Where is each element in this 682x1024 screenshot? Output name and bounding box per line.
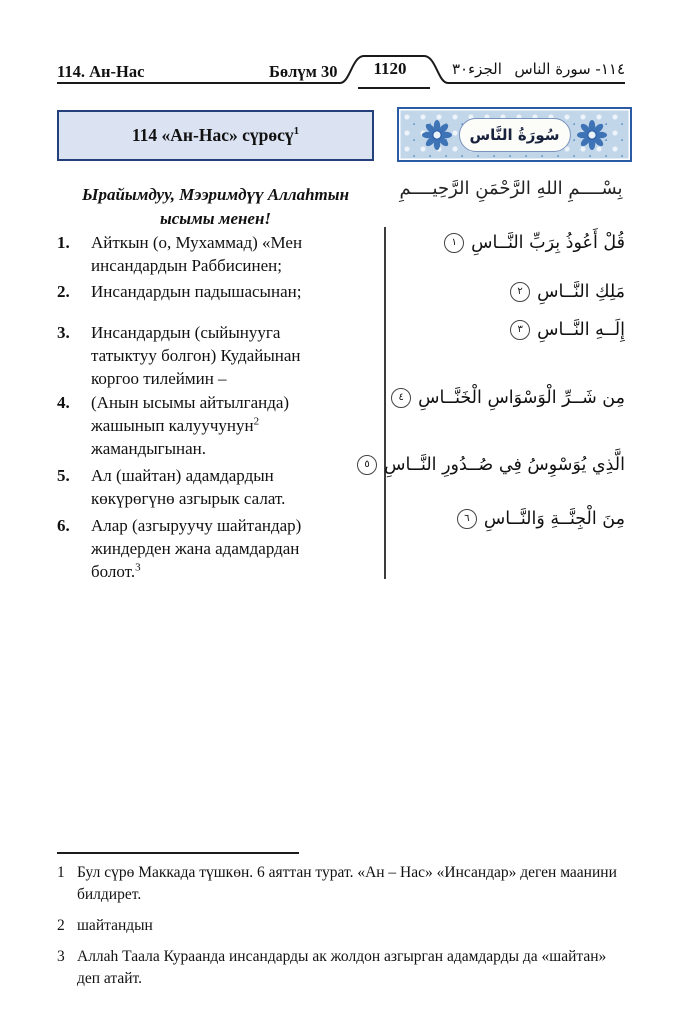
verse-text: Ал (шайтан) адамдардын көкүрөгүнө азгырык салат.: [91, 466, 286, 508]
ayah-end-marker: ٢: [510, 282, 530, 302]
footnote-text: шайтандын: [77, 917, 153, 934]
footnotes-section: [57, 862, 633, 999]
verse-text: Айткын (о, Мухаммад) «Мен инсандардын Раббисинен;: [91, 233, 303, 275]
footnote: [57, 862, 633, 906]
verse-number: 5.: [57, 466, 70, 485]
basmala-kyrgyz-line2: ысымы менен!: [159, 209, 272, 228]
footnote-separator: [57, 852, 299, 854]
header-surah-name-arabic: ١١٤- سورة الناس: [514, 60, 625, 78]
flower-medallion-icon: [421, 119, 453, 151]
surah-title-cartouche: [458, 118, 570, 152]
ayah-end-marker: ٥: [357, 455, 377, 475]
surah-ornament-frame: [397, 107, 632, 162]
page-header: [57, 50, 625, 92]
verse-arabic: الَّذِي يُوَسْوِسُ فِي صُــدُورِ النَّــاسِ٥: [397, 455, 625, 475]
title-footnote-ref: 1: [293, 125, 300, 138]
footnote-marker: 3: [135, 561, 141, 574]
surah-title-arabic: سُورَةُ النَّاس: [469, 125, 560, 144]
flower-medallion-icon: [576, 119, 608, 151]
ayah-end-marker: ٤: [391, 388, 411, 408]
verse-number: 4.: [57, 393, 70, 412]
header-surah-name-kyrgyz: 114. Ан-Нас: [57, 62, 145, 81]
ayah-end-marker: ٣: [510, 320, 530, 340]
footnote-number: 3: [57, 948, 65, 965]
header-juz-arabic: الجزء٣٠: [452, 60, 502, 78]
verse-text: Инсандардын (сыйынууга татыктуу болгон) Кудайынан коргоо тилеймин –: [91, 323, 301, 388]
footnote-text: Бул сүрө Маккада түшкөн. 6 аяттан турат. «Ан – Нас» «Инсандар» деген маанини билдирет.: [77, 864, 617, 903]
surah-title-box: [57, 110, 374, 161]
footnote-marker: 2: [253, 415, 260, 428]
verse-arabic: مِنَ الْجِنَّــةِ وَالنَّــاسِ٦: [397, 509, 625, 529]
basmala-arabic: بِسْــــمِ اللهِ الرَّحْمَنِ الرَّحِيــــمِ: [399, 178, 623, 199]
header-chapter-label: Бөлүм 30: [269, 62, 338, 81]
verse-number: 3.: [57, 323, 70, 342]
basmala-kyrgyz-line1: Ырайымдуу, Мээримдүү Аллаһтын: [81, 185, 350, 204]
surah-title-label: 114 «Ан-Нас» сүрөсү$^1$: [131, 125, 300, 145]
verse-text: Алар (азгыруучу шайтандар) жиндерден жана адамдардан болот.$^3$: [91, 516, 302, 581]
verse-text: (Анын ысымы айтылганда) жашынып калуучунун$^2$ жамандыгынан.: [91, 393, 290, 458]
footnote: [57, 915, 633, 937]
ayah-end-marker: ١: [444, 233, 464, 253]
verse-arabic: إِلَــهِ النَّــاسِ٣: [397, 320, 625, 340]
verse-arabic: قُلْ أَعُوذُ بِرَبِّ النَّــاسِ١: [397, 233, 625, 253]
footnote: [57, 946, 633, 990]
verse-arabic: مَلِكِ النَّــاسِ٢: [397, 282, 625, 302]
verse-text: Инсандардын падышасынан;: [91, 282, 302, 301]
footnote-number: 2: [57, 917, 65, 934]
basmala-kyrgyz: [57, 183, 374, 231]
footnote-text: Аллаһ Таала Кураанда инсандарды ак жолдон азгырган адамдарды да «шайтан» деп атайт.: [77, 948, 607, 987]
page-number: 1120: [373, 59, 407, 78]
verse-number: 2.: [57, 282, 70, 301]
verse-arabic: مِن شَــرِّ الْوَسْوَاسِ الْخَنَّــاسِ٤: [397, 388, 625, 408]
verse-number: 6.: [57, 516, 70, 535]
footnote-number: 1: [57, 864, 65, 881]
verse-number: 1.: [57, 233, 70, 252]
ayah-end-marker: ٦: [457, 509, 477, 529]
